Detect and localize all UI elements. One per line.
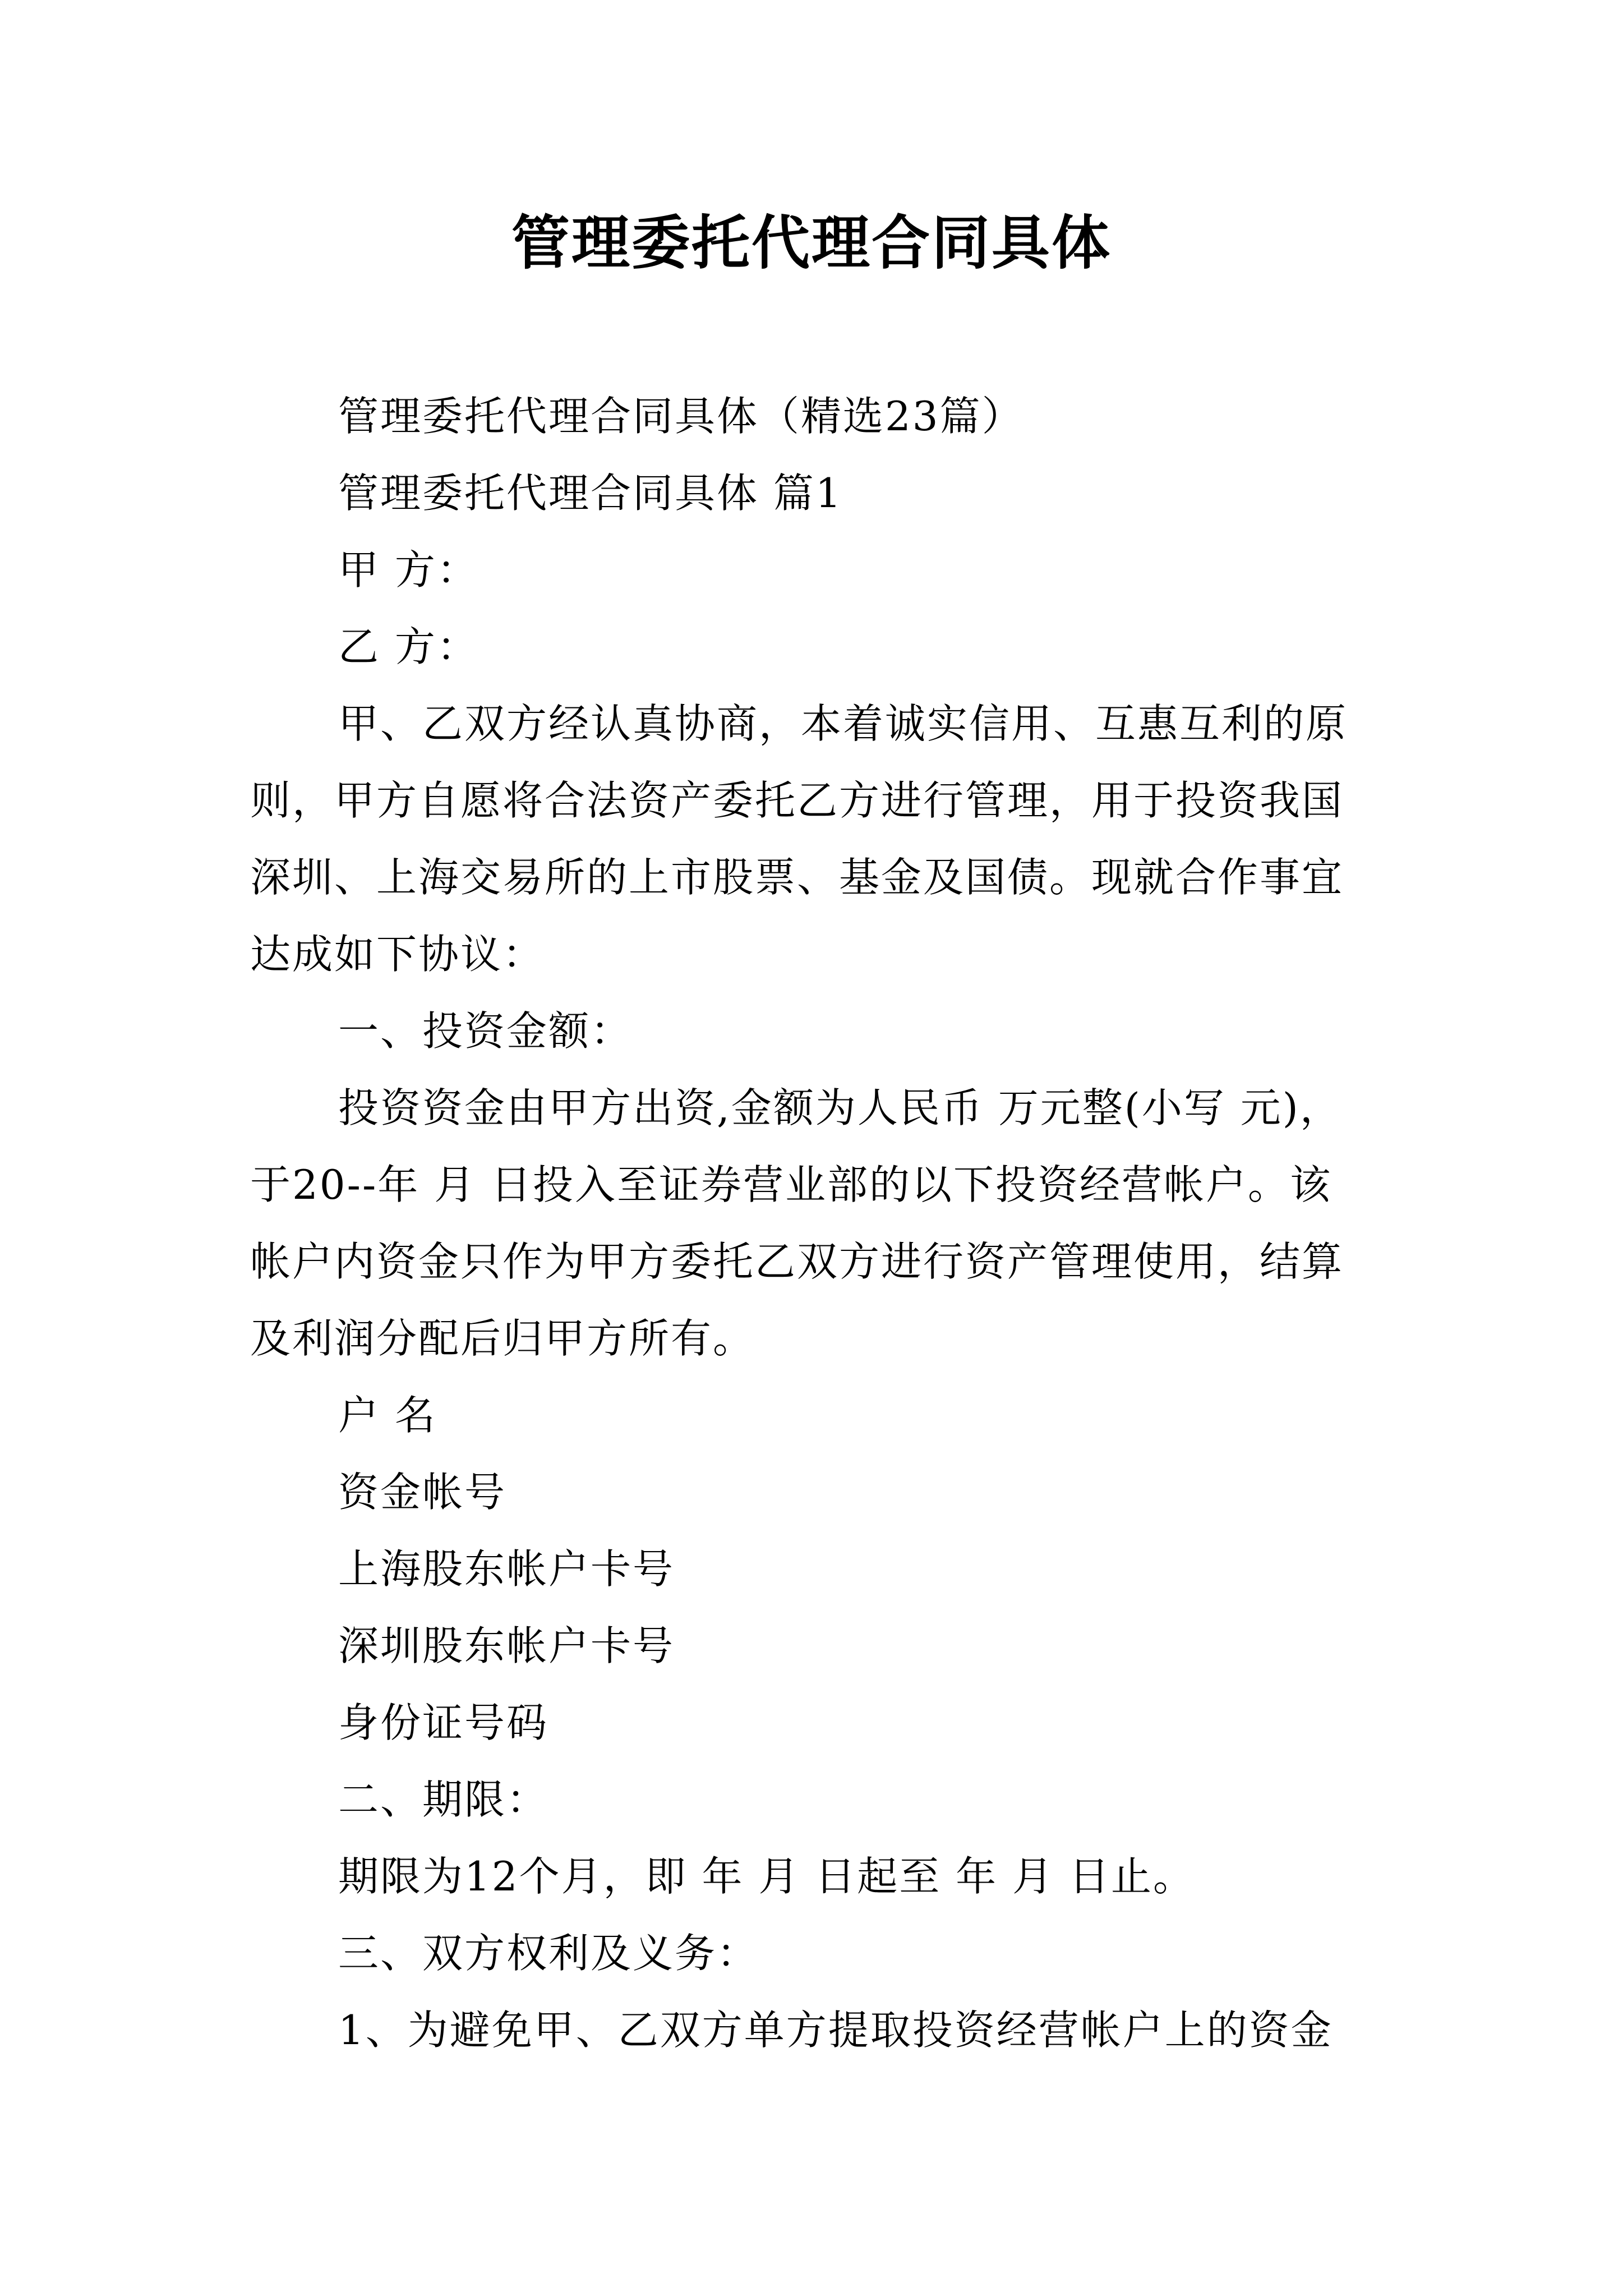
article-3-heading: 三、双方权利及义务： (338, 1930, 759, 1977)
paragraph-line: 深圳、上海交易所的上市股票、基金及国债。现就合作事宜 (250, 854, 1344, 901)
article-1-paragraph (250, 1070, 1456, 1377)
paragraph-line: 及利润分配后归甲方所有。 (250, 1315, 755, 1362)
account-field-list (250, 1377, 1456, 1761)
paragraph-line: 达成如下协议： (250, 931, 545, 978)
section-heading: 管理委托代理合同具体 篇1 (338, 470, 843, 517)
intro-paragraph (250, 685, 1456, 993)
paragraph-line: 于20--年 月 日投入至证券营业部的以下投资经营帐户。该 (250, 1161, 1332, 1208)
document-body (250, 378, 1456, 2069)
paragraph-line: 帐户内资金只作为甲方委托乙双方进行资产管理使用，结算 (250, 1238, 1344, 1285)
subtitle: 管理委托代理合同具体（精选23篇） (338, 393, 1024, 440)
party-b-label: 乙 方： (338, 623, 479, 670)
account-field-shenzhen-card: 深圳股东帐户卡号 (338, 1622, 675, 1669)
paragraph-line: 甲、乙双方经认真协商，本着诚实信用、互惠互利的原 (338, 700, 1348, 747)
page-title: 管理委托代理合同具体 (511, 208, 1112, 277)
account-field-shanghai-card: 上海股东帐户卡号 (338, 1545, 675, 1593)
term-text: 期限为12个月，即 年 月 日起至 年 月 日止。 (338, 1853, 1195, 1900)
article-2-heading: 二、期限： (338, 1776, 549, 1823)
account-field-id-number: 身份证号码 (338, 1699, 549, 1746)
account-field-name: 户 名 (338, 1392, 437, 1439)
party-a-label: 甲 方： (338, 546, 479, 593)
paragraph-line: 则，甲方自愿将合法资产委托乙方进行管理，用于投资我国 (250, 777, 1344, 824)
paragraph-line: 投资资金由甲方出资,金额为人民币 万元整(小写 元)， (338, 1084, 1342, 1131)
clause-1: 1、为避免甲、乙双方单方提取投资经营帐户上的资金 (338, 2007, 1333, 2054)
account-field-fund-number: 资金帐号 (338, 1469, 507, 1516)
article-1-heading: 一、投资金额： (338, 1007, 633, 1055)
